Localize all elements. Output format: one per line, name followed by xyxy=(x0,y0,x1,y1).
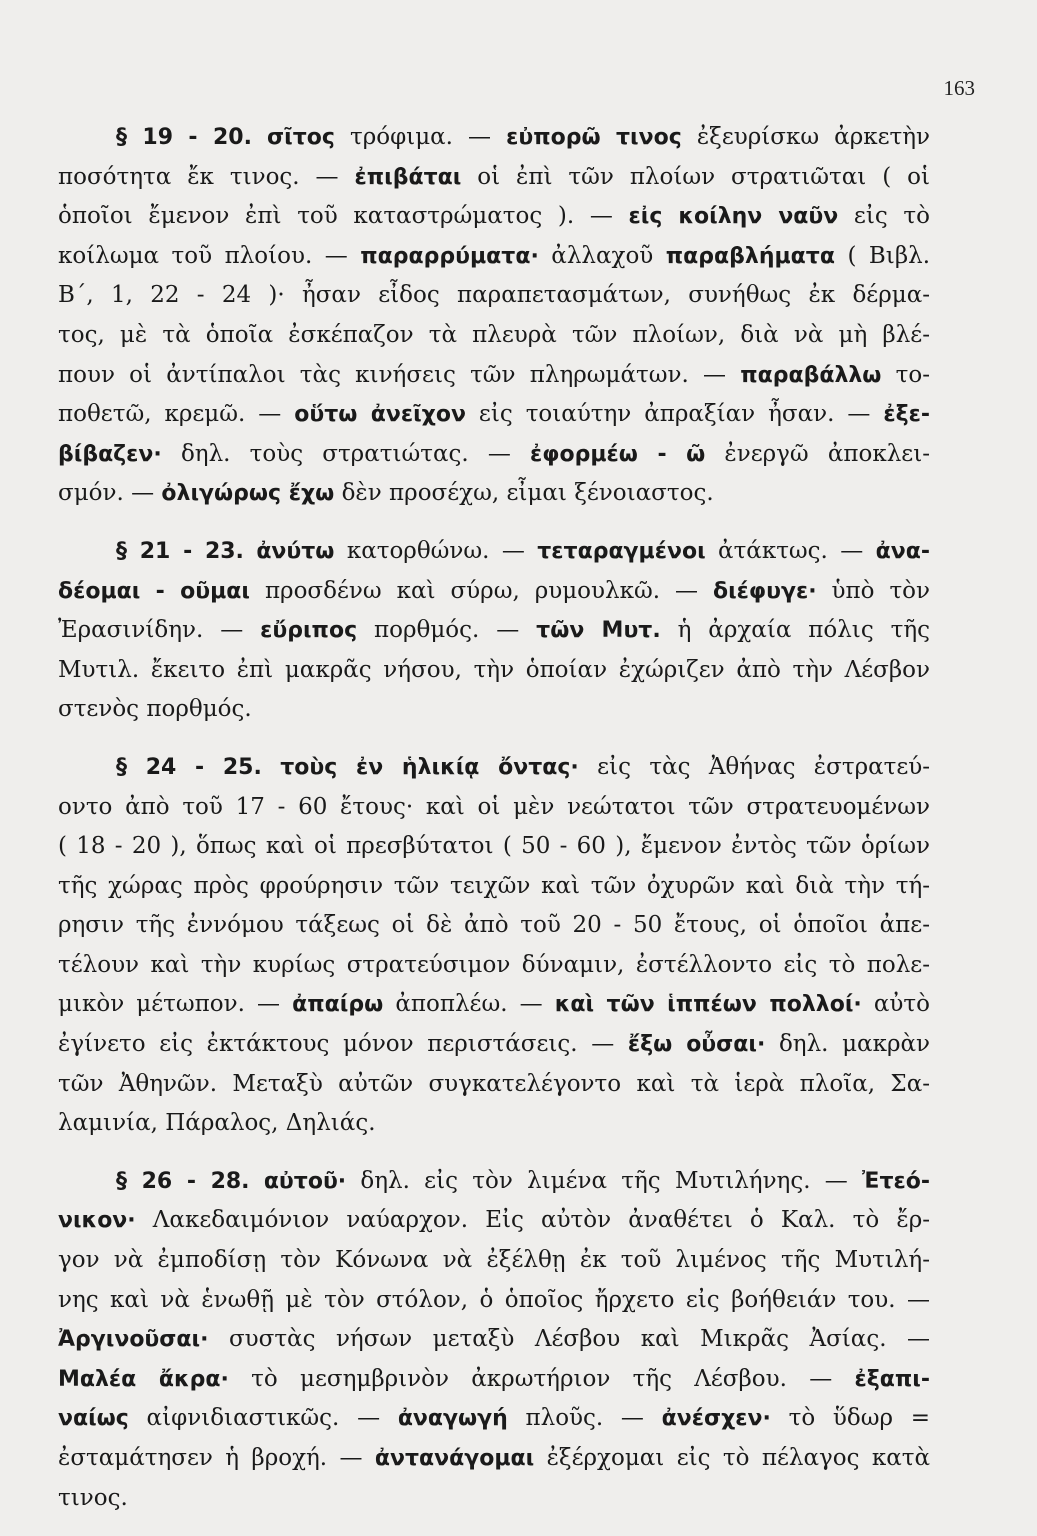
gloss-text: ρησιν τῆς ἐννόμου τάξεως οἱ δὲ ἀπὸ τοῦ 20 - 50 ἔτους, οἱ ὁποῖοι ἀπε- xyxy=(58,912,930,939)
lemma-term: § 26 - 28. xyxy=(116,1168,250,1194)
text-line xyxy=(58,1479,930,1519)
gloss-text: τρόφιμα. — xyxy=(334,124,507,150)
gloss-text xyxy=(250,1168,264,1194)
text-line xyxy=(58,651,930,691)
lemma-term: ὀλιγώρως ἔχω xyxy=(161,481,335,507)
gloss-text: ἐσταμάτησεν ἡ βροχή. — xyxy=(58,1445,375,1471)
lemma-term: ἀντανάγομαι xyxy=(374,1446,535,1471)
text-line xyxy=(58,118,930,158)
gloss-text: κατορθώνω. — xyxy=(334,537,538,564)
text-line xyxy=(58,1281,930,1321)
gloss-text: Λακεδαιμόνιον ναύαρχον. Εἰς αὐτὸν ἀναθέτει ὁ Καλ. τὸ ἔρ- xyxy=(135,1207,930,1234)
text-line xyxy=(58,158,930,198)
lemma-term: ναίως xyxy=(58,1406,129,1432)
lemma-term: εὐπορῶ τινος xyxy=(506,125,682,150)
text-line xyxy=(58,316,930,356)
lemma-term: σῖτος xyxy=(267,125,335,150)
gloss-text: δὲν προσέχω, εἶμαι ξένοιαστος. xyxy=(334,480,714,507)
text-line xyxy=(58,572,930,612)
text-line xyxy=(58,197,930,237)
text-line xyxy=(58,1360,930,1400)
gloss-text: ( Βιβλ. xyxy=(834,242,930,269)
text-line xyxy=(58,1065,930,1105)
gloss-text: εἰς τὸ xyxy=(838,203,930,230)
gloss-text: ἡ ἀρχαία πόλις τῆς xyxy=(660,617,930,644)
lemma-term: εἰς κοίλην ναῦν xyxy=(628,204,839,230)
gloss-text: ποσότητα ἔκ τινος. — xyxy=(58,163,355,190)
commentary-text xyxy=(58,118,930,1536)
lemma-term: παραβλήματα xyxy=(665,243,835,269)
lemma-term: Ἐτεό- xyxy=(862,1168,930,1194)
text-line xyxy=(58,985,930,1025)
text-line xyxy=(58,276,930,316)
gloss-text: μικὸν μέτωπον. — xyxy=(58,991,293,1018)
gloss-text: Μυτιλ. ἔκειτο ἐπὶ μακρᾶς νήσου, τὴν ὁποίαν ἐχώριζεν ἀπὸ τὴν Λέσβον xyxy=(58,656,930,683)
lemma-term: ἀναγωγή xyxy=(397,1406,508,1432)
text-line xyxy=(58,867,930,907)
lemma-term: βίβαζεν· xyxy=(58,441,162,467)
text-line xyxy=(58,1439,930,1479)
text-line xyxy=(58,474,930,514)
text-line xyxy=(58,395,930,435)
gloss-text: ( 18 - 20 ), ὅπως καὶ οἱ πρεσβύτατοι ( 50 - 60 ), ἔμενον ἐντὸς τῶν ὁρίων xyxy=(58,833,930,860)
text-line xyxy=(58,1201,930,1241)
lemma-term: ἐφορμέω - ῶ xyxy=(530,441,706,467)
gloss-text: στενὸς πορθμός. xyxy=(58,696,252,723)
text-line xyxy=(58,788,930,828)
gloss-text: δηλ. εἰς τὸν λιμένα τῆς Μυτιλήνης. — xyxy=(346,1167,863,1194)
gloss-text: τέλουν καὶ τὴν κυρίως στρατεύσιμον δύναμιν, ἐστέλλοντο εἰς τὸ πολε- xyxy=(58,951,930,978)
lemma-term: ἀνα- xyxy=(875,538,930,564)
lemma-term: τῶν Μυτ. xyxy=(536,618,661,644)
lemma-term: § 21 - 23. xyxy=(116,538,244,564)
text-line xyxy=(58,690,930,730)
text-line xyxy=(58,435,930,475)
gloss-text: πλοῦς. — xyxy=(507,1405,662,1432)
gloss-text: προσδένω καὶ σύρω, ρυμουλκῶ. — xyxy=(249,577,713,604)
gloss-text: ὑπὸ τὸν xyxy=(816,577,930,604)
text-line xyxy=(58,1162,930,1202)
text-line xyxy=(58,827,930,867)
gloss-text: πορθμός. — xyxy=(357,617,537,644)
gloss-text: σμόν. — xyxy=(58,480,162,507)
lemma-term: τεταραγμένοι xyxy=(537,538,706,564)
lemma-term: δέομαι - οῦμαι xyxy=(58,578,250,604)
text-line xyxy=(58,946,930,986)
lemma-term: παραβάλλω xyxy=(740,362,882,388)
lemma-term: § 19 - 20. xyxy=(116,125,252,150)
text-line xyxy=(58,356,930,396)
gloss-text: δηλ. τοὺς στρατιώτας. — xyxy=(161,440,531,467)
gloss-text xyxy=(252,124,267,150)
lemma-term: παραρρύματα· xyxy=(360,243,539,269)
gloss-text: κοίλωμα τοῦ πλοίου. — xyxy=(58,242,361,269)
gloss-text: πουν οἱ ἀντίπαλοι τὰς κινήσεις τῶν πληρωμάτων. — xyxy=(58,361,741,388)
gloss-text: ἐγίνετο εἰς ἐκτάκτους μόνον περιστάσεις. — xyxy=(58,1031,628,1058)
text-line xyxy=(58,1025,930,1065)
gloss-text: τὸ ὕδωρ = xyxy=(770,1405,930,1432)
gloss-text: τὸ μεσημβρινὸν ἀκρωτήριον τῆς Λέσβου. — xyxy=(228,1365,855,1392)
gloss-text: τῶν Ἀθηνῶν. Μεταξὺ αὐτῶν συγκατελέγοντο καὶ τὰ ἱερὰ πλοῖα, Σα- xyxy=(58,1070,930,1097)
lemma-term: ἐξαπι- xyxy=(854,1366,930,1392)
text-line xyxy=(58,532,930,572)
lemma-term: αὐτοῦ· xyxy=(263,1168,347,1194)
lemma-term: ἐπιβάται xyxy=(354,164,462,190)
paragraph xyxy=(58,748,930,1144)
lemma-term: § 24 - 25. xyxy=(116,754,262,780)
gloss-text: ἐξέρχομαι εἰς τὸ πέλαγος κατὰ xyxy=(534,1445,930,1471)
lemma-term: Ἀργινοῦσαι· xyxy=(58,1327,209,1353)
gloss-text: ποθετῶ, κρεμῶ. — xyxy=(58,401,295,428)
gloss-text: τῆς χώρας πρὸς φρούρησιν τῶν τειχῶν καὶ τῶν ὀχυρῶν καὶ διὰ τὴν τή- xyxy=(58,872,930,899)
gloss-text: οντο ἀπὸ τοῦ 17 - 60 ἔτους· καὶ οἱ μὲν νεώτατοι τῶν στρατευομένων xyxy=(58,793,930,820)
text-line xyxy=(58,906,930,946)
lemma-term: καὶ τῶν ἱππέων πολλοί· xyxy=(554,992,862,1018)
gloss-text: ἐξευρίσκω ἀρκετὴν xyxy=(681,124,930,150)
lemma-term: τοὺς ἐν ἡλικίᾳ ὄντας· xyxy=(280,754,579,780)
gloss-text xyxy=(244,538,256,564)
lemma-term: ἐξε- xyxy=(883,402,930,428)
lemma-term: ἔξω οὖσαι· xyxy=(627,1032,766,1058)
lemma-term: νικον· xyxy=(58,1208,136,1234)
gloss-text: τινος. xyxy=(58,1484,128,1511)
paragraph xyxy=(58,1162,930,1518)
gloss-text: τος, μὲ τὰ ὁποῖα ἐσκέπαζον τὰ πλευρὰ τῶν πλοίων, διὰ νὰ μὴ βλέ- xyxy=(58,321,930,348)
lemma-term: ἀνέσχεν· xyxy=(661,1406,771,1432)
lemma-term: ἀνύτω xyxy=(256,538,335,564)
gloss-text: Ἐρασινίδην. — xyxy=(58,617,261,644)
lemma-term: διέφυγε· xyxy=(712,578,817,604)
lemma-term: ἀπαίρω xyxy=(292,992,384,1018)
text-line xyxy=(58,237,930,277)
gloss-text: οἱ ἐπὶ τῶν πλοίων στρατιῶται ( οἱ xyxy=(461,163,930,190)
text-line xyxy=(58,1104,930,1144)
gloss-text: ὁποῖοι ἔμενον ἐπὶ τοῦ καταστρώματος ). — xyxy=(58,203,629,230)
gloss-text: δηλ. μακρὰν xyxy=(765,1031,930,1058)
gloss-text: ἐνεργῶ ἀποκλει- xyxy=(705,440,930,467)
gloss-text: ἀποπλέω. — xyxy=(383,991,555,1018)
lemma-term: οὕτω ἀνεῖχον xyxy=(294,402,466,428)
gloss-text: γον νὰ ἐμποδίσῃ τὸν Κόνωνα νὰ ἐξέλθῃ ἐκ τοῦ λιμένος τῆς Μυτιλή- xyxy=(58,1247,930,1274)
page-number: 163 xyxy=(943,76,975,100)
lemma-term: εὔριπος xyxy=(260,618,358,644)
gloss-text: συστὰς νήσων μεταξὺ Λέσβου καὶ Μικρᾶς Ἀσίας. — xyxy=(208,1326,930,1353)
gloss-text: εἰς τοιαύτην ἀπραξίαν ἦσαν. — xyxy=(465,401,884,428)
gloss-text: εἰς τὰς Ἀθήνας ἐστρατεύ- xyxy=(578,753,930,780)
gloss-text: ἀλλαχοῦ xyxy=(538,242,666,269)
paragraph xyxy=(58,532,930,730)
gloss-text: ἀτάκτως. — xyxy=(705,537,876,564)
gloss-text: νης καὶ νὰ ἑνωθῇ μὲ τὸν στόλον, ὁ ὁποῖος ἤρχετο εἰς βοήθειάν του. — xyxy=(58,1286,930,1313)
text-line xyxy=(58,1241,930,1281)
lemma-term: Μαλέα ἄκρα· xyxy=(58,1366,229,1392)
gloss-text xyxy=(262,754,280,780)
gloss-text: το- xyxy=(881,361,930,388)
gloss-text: αἰφνιδιαστικῶς. — xyxy=(128,1405,398,1432)
text-line xyxy=(58,748,930,788)
text-line xyxy=(58,1320,930,1360)
gloss-text: Β΄, 1, 22 - 24 )· ἦσαν εἶδος παραπετασμάτων, συνήθως ἐκ δέρμα- xyxy=(58,282,930,309)
gloss-text: λαμινία, Πάραλος, Δηλιάς. xyxy=(58,1110,376,1137)
gloss-text: αὐτὸ xyxy=(861,991,930,1018)
text-line xyxy=(58,611,930,651)
text-line xyxy=(58,1399,930,1439)
paragraph xyxy=(58,118,930,514)
